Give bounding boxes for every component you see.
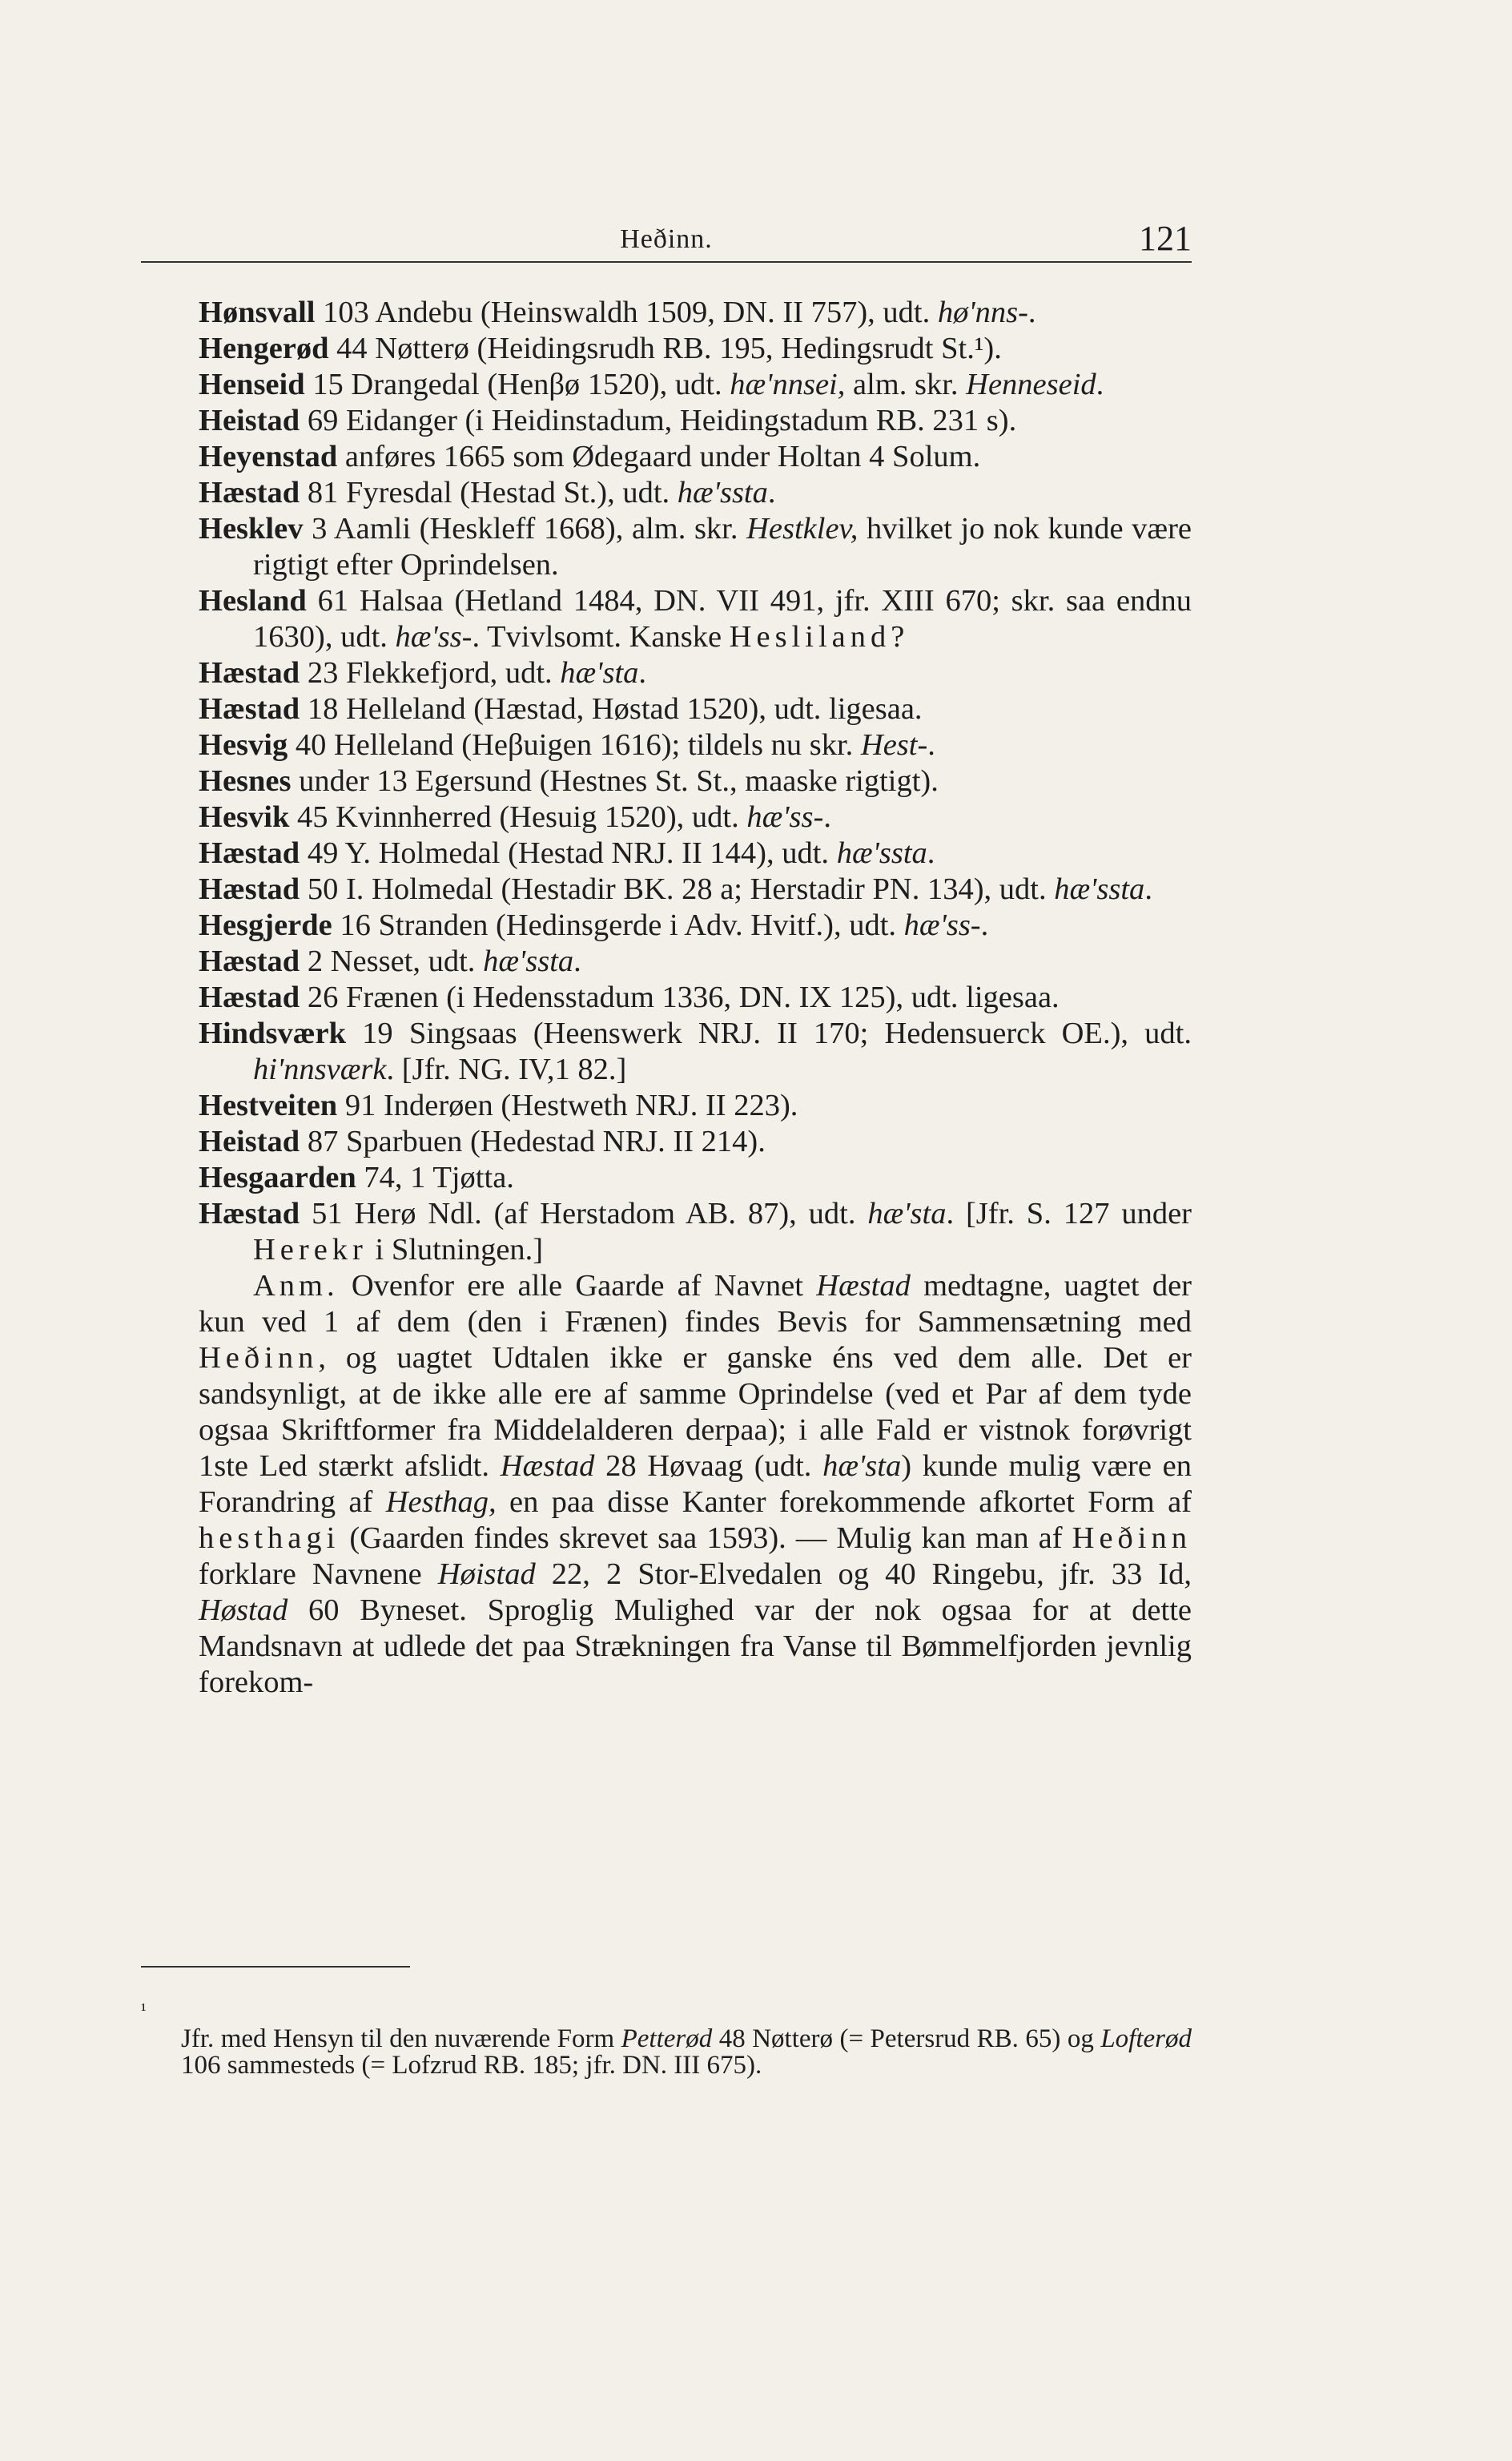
entry-haestad-fyresdal: Hæstad 81 Fyresdal (Hestad St.), udt. hæ'ssta.: [199, 476, 776, 510]
entry-headword: Hesnes: [199, 764, 292, 798]
entry-headword: Hesland: [199, 584, 307, 618]
entry-headword: Hæstad: [199, 1197, 300, 1230]
entry-haestad-helleland: Hæstad 18 Helleland (Hæstad, Høstad 1520), udt. ligesaa.: [199, 692, 923, 726]
entry-hindsvaerk: Hindsværk 19 Singsaas (Heenswerk NRJ. II 170; Hedensuerck OE.), udt. hi'nnsværk. [Jfr. NG. IV,1 82.]: [199, 1017, 1192, 1086]
entry-headword: Hesklev: [199, 512, 304, 546]
entry-hesklev: Hesklev 3 Aamli (Heskleff 1668), alm. skr. Hestklev, hvilket jo nok kunde være rigtigt efter Oprindelsen.: [199, 512, 1192, 582]
entry-headword: Hæstad: [199, 656, 300, 690]
entry-headword: Hæstad: [199, 836, 300, 870]
remark-label: Anm.: [253, 1269, 339, 1303]
entry-headword: Henseid: [199, 368, 305, 401]
entry-headword: Hæstad: [199, 872, 300, 906]
running-head: [141, 218, 1192, 266]
entry-hengerod: Hengerød 44 Nøtterø (Heidingsrudh RB. 195, Hedingsrudt St.¹).: [199, 332, 1002, 365]
entry-hesgjerde: Hesgjerde 16 Stranden (Hedinsgerde i Adv. Hvitf.), udt. hæ'ss-.: [199, 908, 989, 942]
entry-haestad-flekkefjord: Hæstad 23 Flekkefjord, udt. hæ'sta.: [199, 656, 647, 690]
entry-headword: Hæstad: [199, 945, 300, 978]
entry-hesland: Hesland 61 Halsaa (Hetland 1484, DN. VII 491, jfr. XIII 670; skr. saa endnu 1630), udt. hæ'ss-. Tvivlsomt. Kanske Hesliland?: [199, 584, 1192, 654]
entry-headword: Hengerød: [199, 332, 329, 365]
entry-headword: Heistad: [199, 1125, 300, 1158]
entry-headword: Hesgaarden: [199, 1161, 356, 1194]
entry-haestad-hero: Hæstad 51 Herø Ndl. (af Herstadom AB. 87), udt. hæ'sta. [Jfr. S. 127 under Herekr i Slutningen.]: [199, 1197, 1192, 1267]
entry-heistad-eidanger: Heistad 69 Eidanger (i Heidinstadum, Heidingstadum RB. 231 s).: [199, 404, 1017, 437]
page-number: 121: [1139, 219, 1192, 258]
footnote-text: Jfr. med Hensyn til den nuværende Form Petterød 48 Nøtterø (= Petersrud RB. 65) og Lofterød 106 sammesteds (= Lofzrud RB. 185; jfr. DN. III 675).: [181, 2024, 1192, 2080]
entry-heistad-sparbuen: Heistad 87 Sparbuen (Hedestad NRJ. II 214).: [199, 1125, 766, 1158]
footnote: [141, 2000, 1192, 2105]
entry-headword: Hønsvall: [199, 296, 316, 329]
entry-headword: Hesgjerde: [199, 908, 332, 942]
entry-list: [199, 295, 1192, 1701]
entry-honsvall: Hønsvall 103 Andebu (Heinswaldh 1509, DN. II 757), udt. hø'nns-.: [199, 296, 1036, 329]
entry-heyenstad: Heyenstad anføres 1665 som Ødegaard under Holtan 4 Solum.: [199, 440, 981, 473]
entry-headword: Hesvig: [199, 728, 288, 762]
entry-hesvig: Hesvig 40 Helleland (Heβuigen 1616); tildels nu skr. Hest-.: [199, 728, 935, 762]
entry-headword: Hæstad: [199, 692, 300, 726]
entry-headword: Heyenstad: [199, 440, 338, 473]
entry-henseid: Henseid 15 Drangedal (Henβø 1520), udt. hæ'nnsei, alm. skr. Henneseid.: [199, 368, 1104, 401]
footnote-mark: ¹: [141, 2000, 147, 2020]
entry-hesnes: Hesnes under 13 Egersund (Hestnes St. St., maaske rigtigt).: [199, 764, 939, 798]
entry-headword: Hestveiten: [199, 1089, 338, 1122]
header-rule: [141, 261, 1192, 263]
entry-haestad-i-holmedal: Hæstad 50 I. Holmedal (Hestadir BK. 28 a; Herstadir PN. 134), udt. hæ'ssta.: [199, 872, 1152, 906]
entry-haestad-nesset: Hæstad 2 Nesset, udt. hæ'ssta.: [199, 945, 581, 978]
entry-headword: Hæstad: [199, 981, 300, 1014]
entry-headword: Hesvik: [199, 800, 290, 834]
entry-hestveiten: Hestveiten 91 Inderøen (Hestweth NRJ. II 223).: [199, 1089, 798, 1122]
footnote-rule: [141, 1966, 410, 1968]
remark-paragraph: Anm. Ovenfor ere alle Gaarde af Navnet Hæstad medtagne, uagtet der kun ved 1 af dem (den i Frænen) findes Bevis for Sammensætning med Heðinn, og uagtet Udtalen ikke er ganske éns ved dem alle. Det er sandsynligt, at de ikke alle ere af samme Oprindelse (ved et Par af dem tyde ogsaa Skriftformer fra Middelalderen derpaa); i alle Fald er vistnok forøvrigt 1ste Led stærkt afslidt. Hæstad 28 Høvaag (udt. hæ'sta) kunde mulig være en Forandring af Hesthag, en paa disse Kanter forekommende afkortet Form af hesthagi (Gaarden findes skrevet saa 1593). — Mulig kan man af Heðinn forklare Navnene Høistad 22, 2 Stor-Elvedalen og 40 Ringebu, jfr. 33 Id, Høstad 60 Byneset. Sproglig Mulighed var der nok ogsaa for at dette Mandsnavn at udlede det paa Strækningen fra Vanse til Bømmelfjorden jevnlig forekom-: [199, 1269, 1192, 1699]
entry-hesvik: Hesvik 45 Kvinnherred (Hesuig 1520), udt. hæ'ss-.: [199, 800, 831, 834]
entry-hesgaarden: Hesgaarden 74, 1 Tjøtta.: [199, 1161, 514, 1194]
entry-haestad-y-holmedal: Hæstad 49 Y. Holmedal (Hestad NRJ. II 144), udt. hæ'ssta.: [199, 836, 935, 870]
running-title: Heðinn.: [620, 224, 713, 254]
entry-headword: Hindsværk: [199, 1017, 347, 1050]
entry-haestad-fraenen: Hæstad 26 Frænen (i Hedensstadum 1336, DN. IX 125), udt. ligesaa.: [199, 981, 1060, 1014]
entry-headword: Heistad: [199, 404, 300, 437]
entry-headword: Hæstad: [199, 476, 300, 510]
